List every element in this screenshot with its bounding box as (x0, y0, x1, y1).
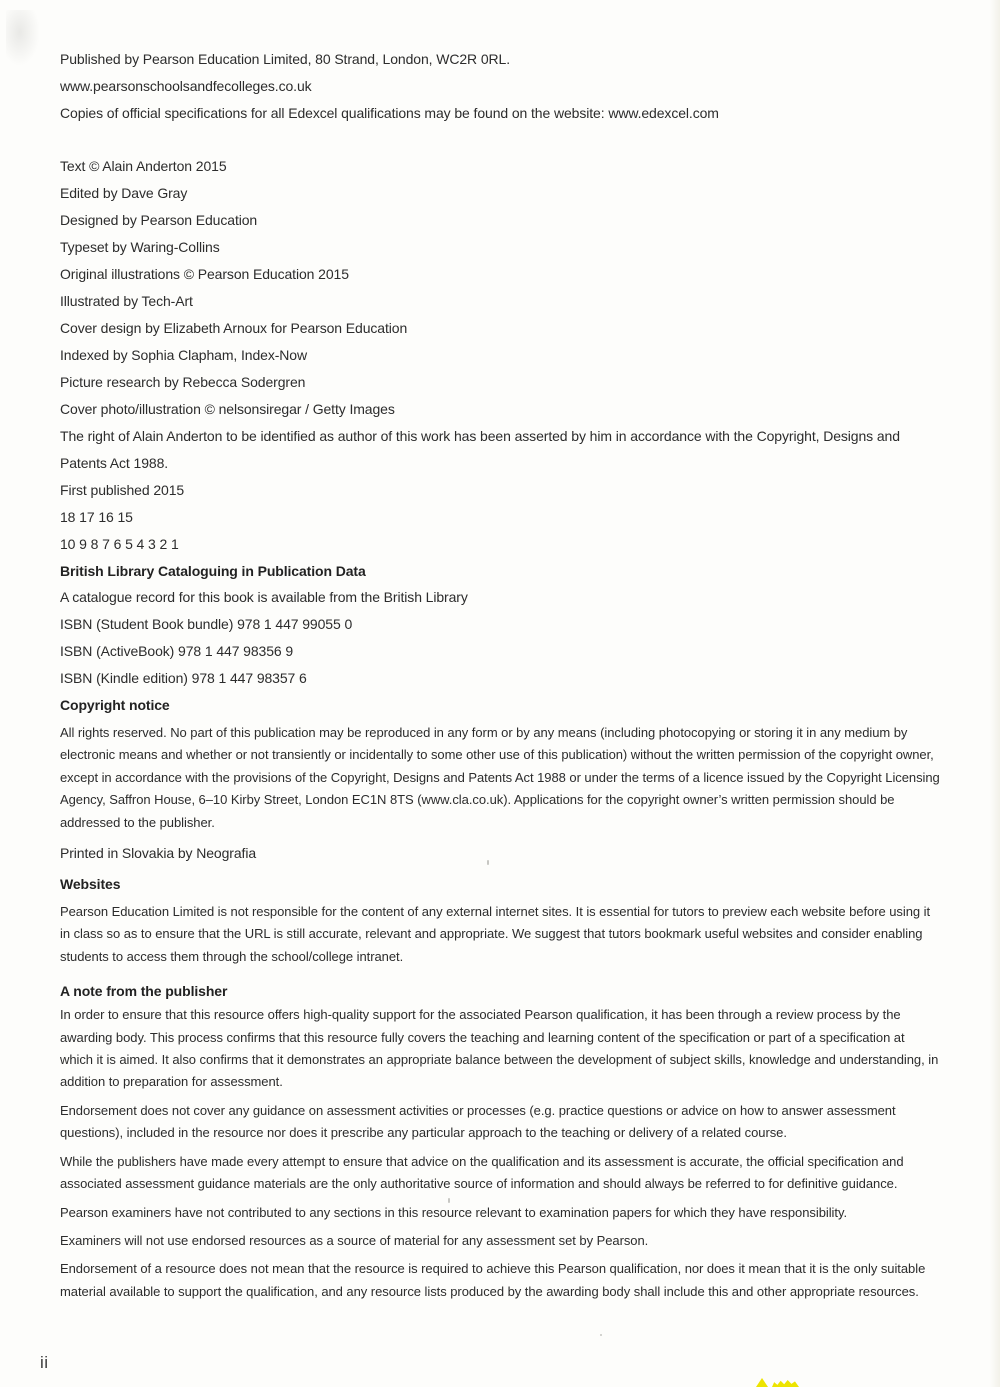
credit-text-copyright: Text © Alain Anderton 2015 (60, 158, 227, 174)
scan-speck (448, 1198, 450, 1203)
credit-designed-by: Designed by Pearson Education (60, 212, 258, 228)
isbn-activebook: ISBN (ActiveBook) 978 1 447 98356 9 (60, 643, 294, 659)
credit-indexed-by: Indexed by Sophia Clapham, Index-Now (60, 347, 307, 363)
yellow-graphic-fragment (772, 1380, 799, 1387)
publisher-note-paragraph: Endorsement does not cover any guidance on assessment activities or processes (e.g. practice questions or advice on how to answer assessment questions), included in the resource nor does it prescribe any particular approach to the teaching or delivery of a related course. (60, 1102, 896, 1141)
credit-cover-design: Cover design by Elizabeth Arnoux for Pearson Education (60, 320, 408, 336)
copyright-notice-body: All rights reserved. No part of this publication may be reproduced in any form or by any means (including photocopying or storing it in any medium by electronic means and whether or not transiently or incidentally to some other use of this publication) without the written permission of the copyright owner, except in accordance with the provisions of the Copyright, Designs and Patents Act 1988 or under the terms of a licence issued by the Copyright Licensing Agency, Saffron House, 6–10 Kirby Street, London EC1N 8TS (www.cla.co.uk). Applications for the copyright owner’s written permission should be addressed to the publisher. (60, 725, 940, 830)
first-published-line: First published 2015 (60, 482, 185, 498)
credit-edited-by: Edited by Dave Gray (60, 185, 188, 201)
isbn-kindle: ISBN (Kindle edition) 978 1 447 98357 6 (60, 670, 307, 686)
spacer (60, 127, 940, 153)
impression-sequence-line: 10 9 8 7 6 5 4 3 2 1 (60, 536, 179, 552)
publisher-note-heading: A note from the publisher (60, 983, 228, 1000)
scan-edge-shading (990, 0, 1000, 1387)
credit-cover-photo: Cover photo/illustration © nelsonsiregar / Getty Images (60, 401, 395, 417)
websites-body: Pearson Education Limited is not responsible for the content of any external internet sites. It is essential for tutors to preview each website before using it in class so as to ensure that the URL is still accurate, relevant and appropriate. We suggest that tutors bookmark useful websites and consider enabling students to access them through the school/college intranet. (60, 904, 931, 964)
credit-typeset-by: Typeset by Waring-Collins (60, 239, 220, 255)
page-number: ii (40, 1353, 49, 1372)
isbn-student-book: ISBN (Student Book bundle) 978 1 447 99055 0 (60, 616, 353, 632)
publisher-address-line: Published by Pearson Education Limited, 80 Strand, London, WC2R 0RL. (60, 51, 511, 67)
scan-smudge (6, 10, 40, 66)
publisher-note-paragraph: Endorsement of a resource does not mean that the resource is required to achieve this Pearson qualification, nor does it mean that it is the only suitable material available to support the qualification, and any resource lists produced by the awarding body shall include this and other appropriate resources. (60, 1261, 926, 1299)
specifications-line: Copies of official specifications for all Edexcel qualifications may be found on the website: www.edexcel.com (60, 105, 719, 121)
credit-original-illustrations: Original illustrations © Pearson Education 2015 (60, 266, 349, 282)
british-library-heading: British Library Cataloguing in Publication Data (60, 563, 366, 579)
websites-heading: Websites (60, 876, 121, 893)
scan-speck (487, 860, 489, 865)
publisher-note-paragraph: Pearson examiners have not contributed to any sections in this resource relevant to examination papers for which they have responsibility. (60, 1204, 848, 1220)
credit-picture-research: Picture research by Rebecca Sodergren (60, 374, 306, 390)
publisher-note-paragraph: In order to ensure that this resource offers high-quality support for the associated Pearson qualification, it has been through a review process by the awarding body. This process confirms that this resource fully covers the teaching and learning content of the specification or part of a specification at which it is aimed. It also confirms that it demonstrates an appropriate balance between the development of subject skills, knowledge and understanding, in addition to preparation for assessment. (60, 1007, 939, 1090)
publisher-note-paragraph: While the publishers have made every attempt to ensure that advice on the qualification and its assessment is accurate, the official specification and associated assessment guidance materials are the only authoritative source of information and should always be referred to for definitive guidance. (60, 1153, 904, 1192)
author-rights-statement: The right of Alain Anderton to be identified as author of this work has been asserted by him in accordance with the Copyright, Designs and Patents Act 1988. (60, 428, 900, 471)
year-sequence-line: 18 17 16 15 (60, 509, 133, 525)
printed-in-line: Printed in Slovakia by Neografia (60, 845, 257, 862)
yellow-graphic-fragment (756, 1378, 768, 1387)
scan-speck (600, 1334, 602, 1336)
publisher-website-line: www.pearsonschoolsandfecolleges.co.uk (60, 78, 312, 94)
publisher-note-paragraph: Examiners will not use endorsed resources as a source of material for any assessment set by Pearson. (60, 1232, 649, 1248)
credit-illustrated-by: Illustrated by Tech-Art (60, 293, 193, 309)
british-library-text: A catalogue record for this book is available from the British Library (60, 589, 468, 605)
copyright-notice-heading: Copyright notice (60, 697, 170, 713)
